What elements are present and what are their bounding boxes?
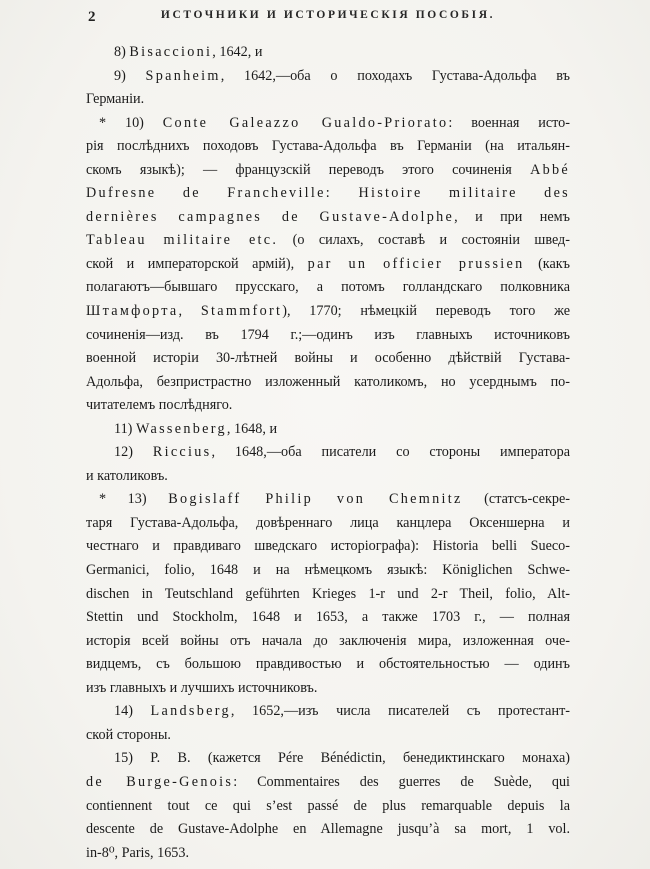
text-run: Germanici, folio, 1648 и на нѣмецкомъ языкѣ: Königlichen Schwe- (86, 562, 570, 579)
text-run: 11) (114, 420, 136, 437)
text-line (86, 41, 570, 65)
spaced-text-run: de Burge-Genois (86, 773, 234, 790)
text-line (86, 253, 570, 277)
text-run: (о силахъ, составѣ и состояніи швед- (278, 232, 570, 249)
spaced-text-run: Wassenberg (135, 420, 227, 437)
text-run: , 1642,—оба о походахъ Густава-Адольфа въ (220, 67, 570, 84)
page-number: 2 (88, 9, 96, 25)
text-line (86, 276, 570, 300)
text-line (86, 583, 570, 607)
text-run: , 1652,—изъ числа писателей съ протестант- (230, 703, 570, 720)
text-run: полагаютъ—бывшаго прусскаго, а потомъ голландскаго полковника (86, 279, 570, 296)
text-run: 15) P. B. (кажется Pére Bénédictin, бенедиктинскаго монаха) (114, 750, 570, 767)
text-line (86, 559, 570, 583)
text-run: Stettin und Stockholm, 1648 и 1653, а также 1703 г., — полная (86, 609, 570, 626)
text-line (86, 795, 570, 819)
spaced-text-run: Штамфорта (86, 303, 179, 320)
text-line (86, 135, 570, 159)
spaced-text-run: Abbé (530, 161, 570, 178)
text-line (86, 394, 570, 418)
text-line (86, 112, 570, 136)
text-run: 8) (114, 44, 130, 60)
text-run: 14) (114, 703, 151, 720)
text-line (86, 606, 570, 630)
text-run: : военная исто- (448, 114, 570, 131)
text-run: , 1648,—оба писатели со стороны императора (211, 444, 570, 461)
text-line (86, 842, 570, 866)
text-run: видцемъ, съ большою правдивостью и обстоятельностью — одинъ (86, 656, 570, 673)
text-line (86, 347, 570, 371)
text-line (86, 182, 570, 206)
text-run: Германіи. (86, 91, 145, 108)
text-line (86, 488, 570, 512)
text-run: и католиковъ. (86, 467, 168, 484)
text-run: : Commentaires des guerres de Suède, qui (233, 773, 570, 790)
text-body (86, 41, 570, 865)
text-run: Адольфа, безпристрастно изложенный католикомъ, но усерднымъ по- (86, 373, 570, 390)
text-line (86, 88, 570, 112)
text-line (86, 300, 570, 324)
text-line (86, 371, 570, 395)
text-line (86, 65, 570, 89)
text-line (86, 206, 570, 230)
spaced-text-run: Spanheim (145, 67, 221, 84)
text-run: descente de Gustave-Adolphe en Allemagne jusqu’à sa mort, 1 vol. (86, 821, 570, 838)
text-run: исторія всей войны отъ начала до заключенія мира, изложенная оче- (86, 632, 570, 649)
text-run: читателемъ послѣдняго. (86, 397, 233, 414)
spaced-text-run: Dufresne de Francheville: Histoire militaire des (86, 185, 570, 202)
text-run: 9) (114, 67, 146, 84)
page-header (86, 9, 570, 27)
text-run: contiennent tout ce qui s’est passé de plus remarquable depuis la (86, 797, 570, 814)
text-run: , и при немъ (454, 208, 570, 225)
spaced-text-run: Landsberg (150, 703, 231, 720)
text-run: ской и императорской армій), (86, 255, 308, 272)
text-line (86, 771, 570, 795)
text-run: ской стороны. (86, 726, 171, 743)
text-run: , (178, 303, 201, 320)
text-run: , 1648, и (226, 420, 278, 437)
text-run: рія послѣднихъ походовъ Густава-Адольфа въ Германіи (на итальян- (86, 138, 570, 155)
text-line (86, 418, 570, 442)
text-run: сочиненія—изд. въ 1794 г.;—одинъ изъ главныхъ источниковъ (86, 326, 570, 343)
text-run: таря Густава-Адольфа, довѣреннаго лица канцлера Оксеншерна и (86, 514, 570, 531)
text-line (86, 724, 570, 748)
spaced-text-run: Tableau militaire etc. (86, 232, 279, 249)
text-run: честнаго и правдиваго шведскаго исторіографа): Historia belli Sueco- (86, 538, 570, 555)
text-line (86, 700, 570, 724)
text-line (86, 677, 570, 701)
running-header: ИСТОЧНИКИ И ИСТОРИЧЕСКІЯ ПОСОБІЯ. (160, 9, 496, 21)
text-line (86, 324, 570, 348)
spaced-text-run: Stammfort (200, 303, 283, 320)
text-run: скомъ языкѣ); — французскій переводъ этого сочиненія (86, 161, 531, 178)
text-run: (какъ (524, 255, 570, 272)
text-line (86, 535, 570, 559)
text-run: * 13) (99, 491, 169, 508)
text-line (86, 653, 570, 677)
text-run: изъ главныхъ и лучшихъ источниковъ. (86, 679, 318, 696)
text-run: (статсъ-секре- (462, 491, 570, 508)
text-run: ), 1770; нѣмецкій переводъ того же (282, 303, 570, 320)
spaced-text-run: par un officier prussien (307, 255, 525, 272)
text-line (86, 747, 570, 771)
text-line (86, 512, 570, 536)
text-line (86, 818, 570, 842)
spaced-text-run: Riccius (152, 444, 212, 461)
text-line (86, 441, 570, 465)
text-run: in-8⁰, Paris, 1653. (86, 844, 190, 861)
text-line (86, 159, 570, 183)
text-run: * 10) (99, 114, 163, 131)
spaced-text-run: Bisaccioni (129, 44, 213, 60)
text-run: , 1642, и (212, 44, 263, 60)
text-line (86, 630, 570, 654)
spaced-text-run: Bogislaff Philip von Chemnitz (168, 491, 463, 508)
text-run: dischen in Teutschland geführten Krieges 1-r und 2-r Theil, folio, Alt- (86, 585, 570, 602)
text-line (86, 229, 570, 253)
spaced-text-run: Conte Galeazzo Gualdo-Priorato (162, 114, 449, 131)
text-run: 12) (114, 444, 153, 461)
text-run: военной исторіи 30-лѣтней войны и особенно дѣйствій Густава- (86, 350, 570, 367)
text-line (86, 465, 570, 489)
spaced-text-run: dernières campagnes de Gustave-Adolphe (86, 208, 455, 225)
